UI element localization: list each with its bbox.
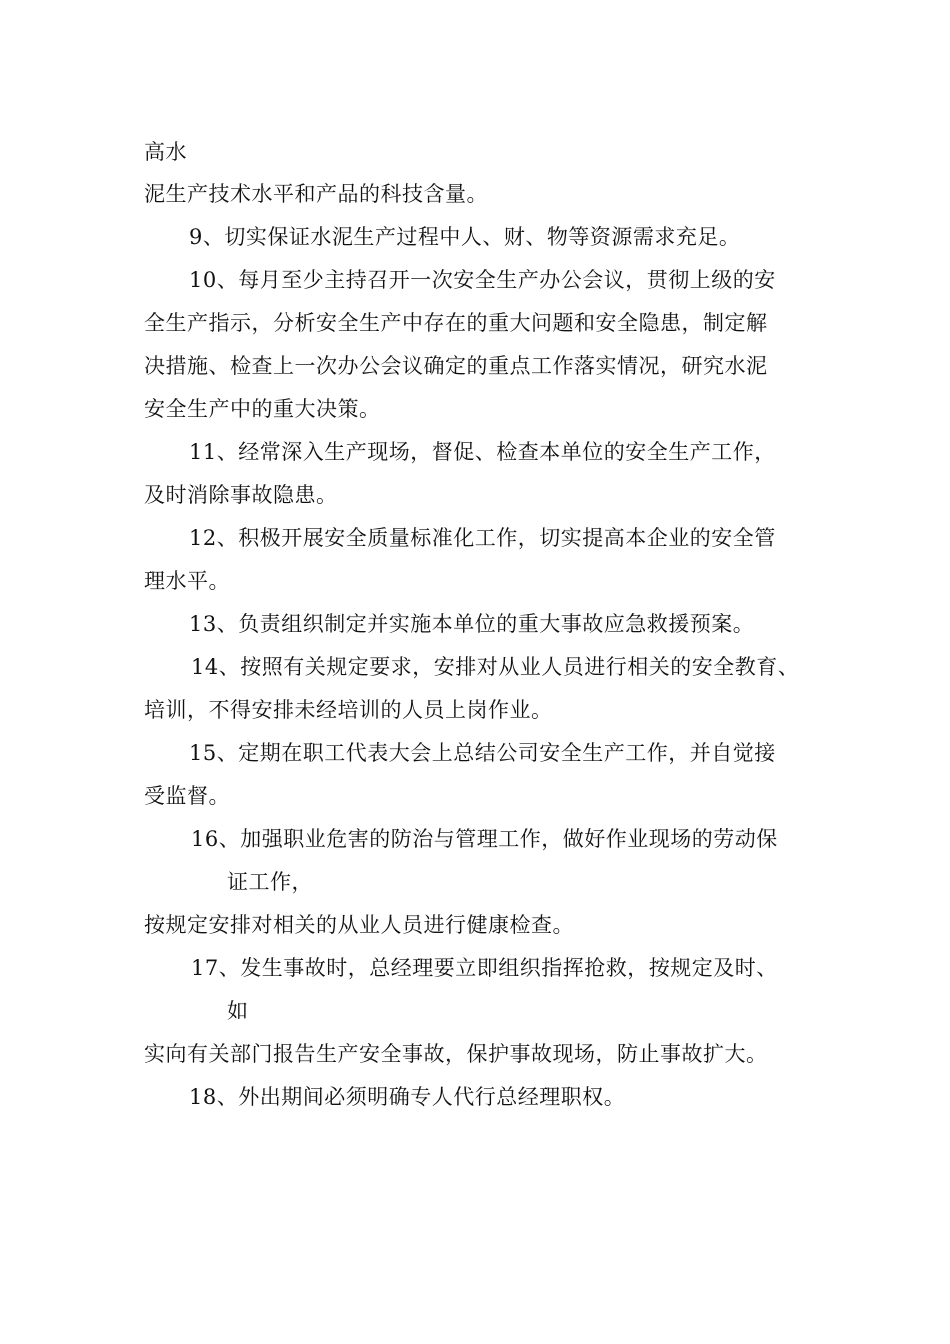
text-line: 15、定期在职工代表大会上总结公司安全生产工作，并自觉接 [189, 741, 776, 765]
text-line: 安全生产中的重大决策。 [144, 397, 381, 421]
text-line: 14、按照有关规定要求，安排对从业人员进行相关的安全教育、 [191, 655, 800, 679]
text-line: 12、积极开展安全质量标准化工作，切实提高本企业的安全管 [189, 526, 776, 550]
text-line: 如 [227, 999, 249, 1023]
text-line: 全生产指示，分析安全生产中存在的重大问题和安全隐患，制定解 [144, 311, 768, 335]
text-line: 受监督。 [144, 784, 230, 808]
text-line: 按规定安排对相关的从业人员进行健康检查。 [144, 913, 574, 937]
text-line: 11、经常深入生产现场，督促、检查本单位的安全生产工作， [189, 440, 776, 464]
text-line: 高水 [144, 140, 187, 164]
text-line: 18、外出期间必须明确专人代行总经理职权。 [189, 1085, 626, 1109]
text-line: 13、负责组织制定并实施本单位的重大事故应急救援预案。 [189, 612, 755, 636]
text-line: 决措施、检查上一次办公会议确定的重点工作落实情况，研究水泥 [144, 354, 768, 378]
text-line: 及时消除事故隐患。 [144, 483, 338, 507]
text-line: 证工作， [227, 870, 313, 894]
text-line: 9、切实保证水泥生产过程中人、财、物等资源需求充足。 [189, 225, 741, 249]
text-line: 泥生产技术水平和产品的科技含量。 [144, 182, 488, 206]
text-line: 17、发生事故时，总经理要立即组织指挥抢救，按规定及时、 [191, 956, 778, 980]
text-line: 实向有关部门报告生产安全事故，保护事故现场，防止事故扩大。 [144, 1042, 768, 1066]
text-line: 理水平。 [144, 569, 230, 593]
text-line: 10、每月至少主持召开一次安全生产办公会议，贯彻上级的安 [189, 268, 776, 292]
text-line: 培训，不得安排未经培训的人员上岗作业。 [144, 698, 553, 722]
text-line: 16、加强职业危害的防治与管理工作，做好作业现场的劳动保 [191, 827, 778, 851]
